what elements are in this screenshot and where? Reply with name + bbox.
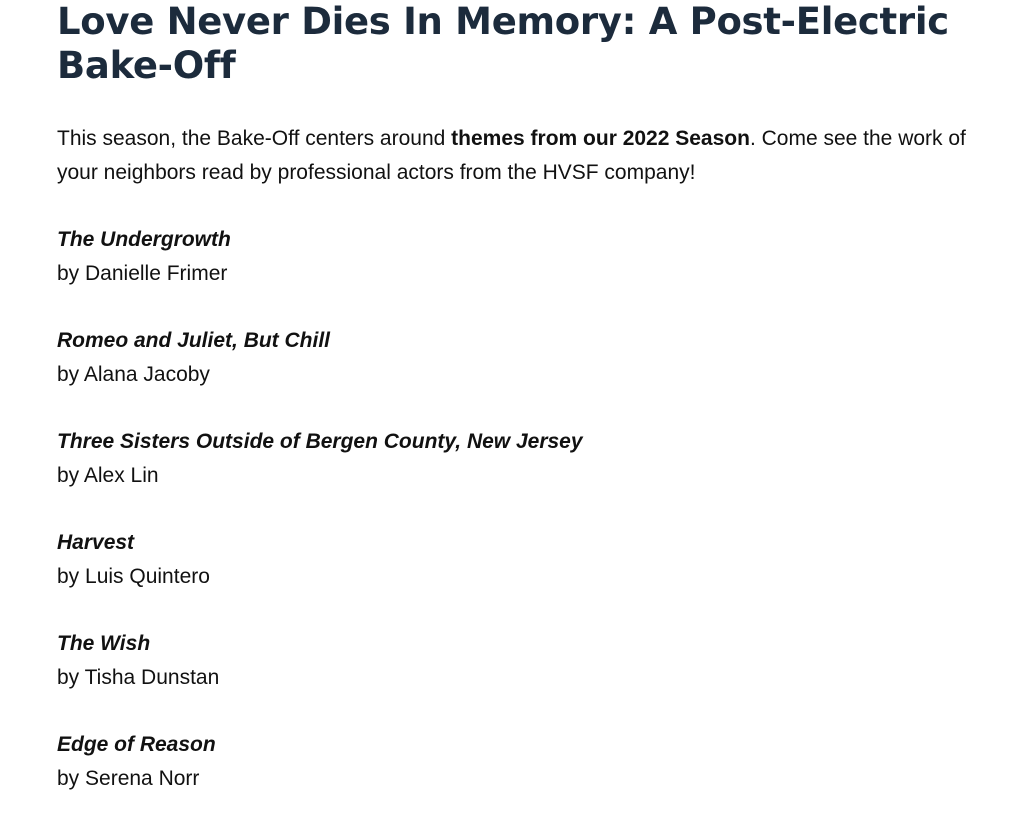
intro-line-2: your neighbors read by professional actors from the HVSF company! xyxy=(57,161,696,184)
play-title: Three Sisters Outside of Bergen County, New Jersey xyxy=(57,430,583,453)
intro-text-end: . Come see the work of xyxy=(749,127,966,150)
play-title: Edge of Reason xyxy=(57,733,216,756)
play-entry xyxy=(57,526,1024,594)
play-entry xyxy=(57,728,1024,796)
intro-paragraph xyxy=(57,122,1024,190)
play-entry xyxy=(57,324,1024,392)
plays-list xyxy=(57,223,1024,796)
play-author: by Alana Jacoby xyxy=(57,363,210,386)
intro-bold-themes: themes from our 2022 Season xyxy=(451,127,750,150)
play-title: The Undergrowth xyxy=(57,228,231,251)
intro-line-1 xyxy=(57,122,1024,156)
article-content xyxy=(57,0,1024,829)
play-title: The Wish xyxy=(57,632,151,655)
play-entry xyxy=(57,627,1024,695)
page-title: Love Never Dies In Memory: A Post-Electric Bake-Off xyxy=(57,0,949,87)
play-entry xyxy=(57,425,1024,493)
play-author: by Tisha Dunstan xyxy=(57,666,220,689)
intro-text-start: This season, the Bake-Off centers around xyxy=(57,127,452,150)
play-author: by Danielle Frimer xyxy=(57,262,228,285)
play-title: Harvest xyxy=(57,531,135,554)
play-author: by Alex Lin xyxy=(57,464,159,487)
play-title: Romeo and Juliet, But Chill xyxy=(57,329,331,352)
play-entry xyxy=(57,223,1024,291)
play-author: by Serena Norr xyxy=(57,767,200,790)
play-author: by Luis Quintero xyxy=(57,565,210,588)
